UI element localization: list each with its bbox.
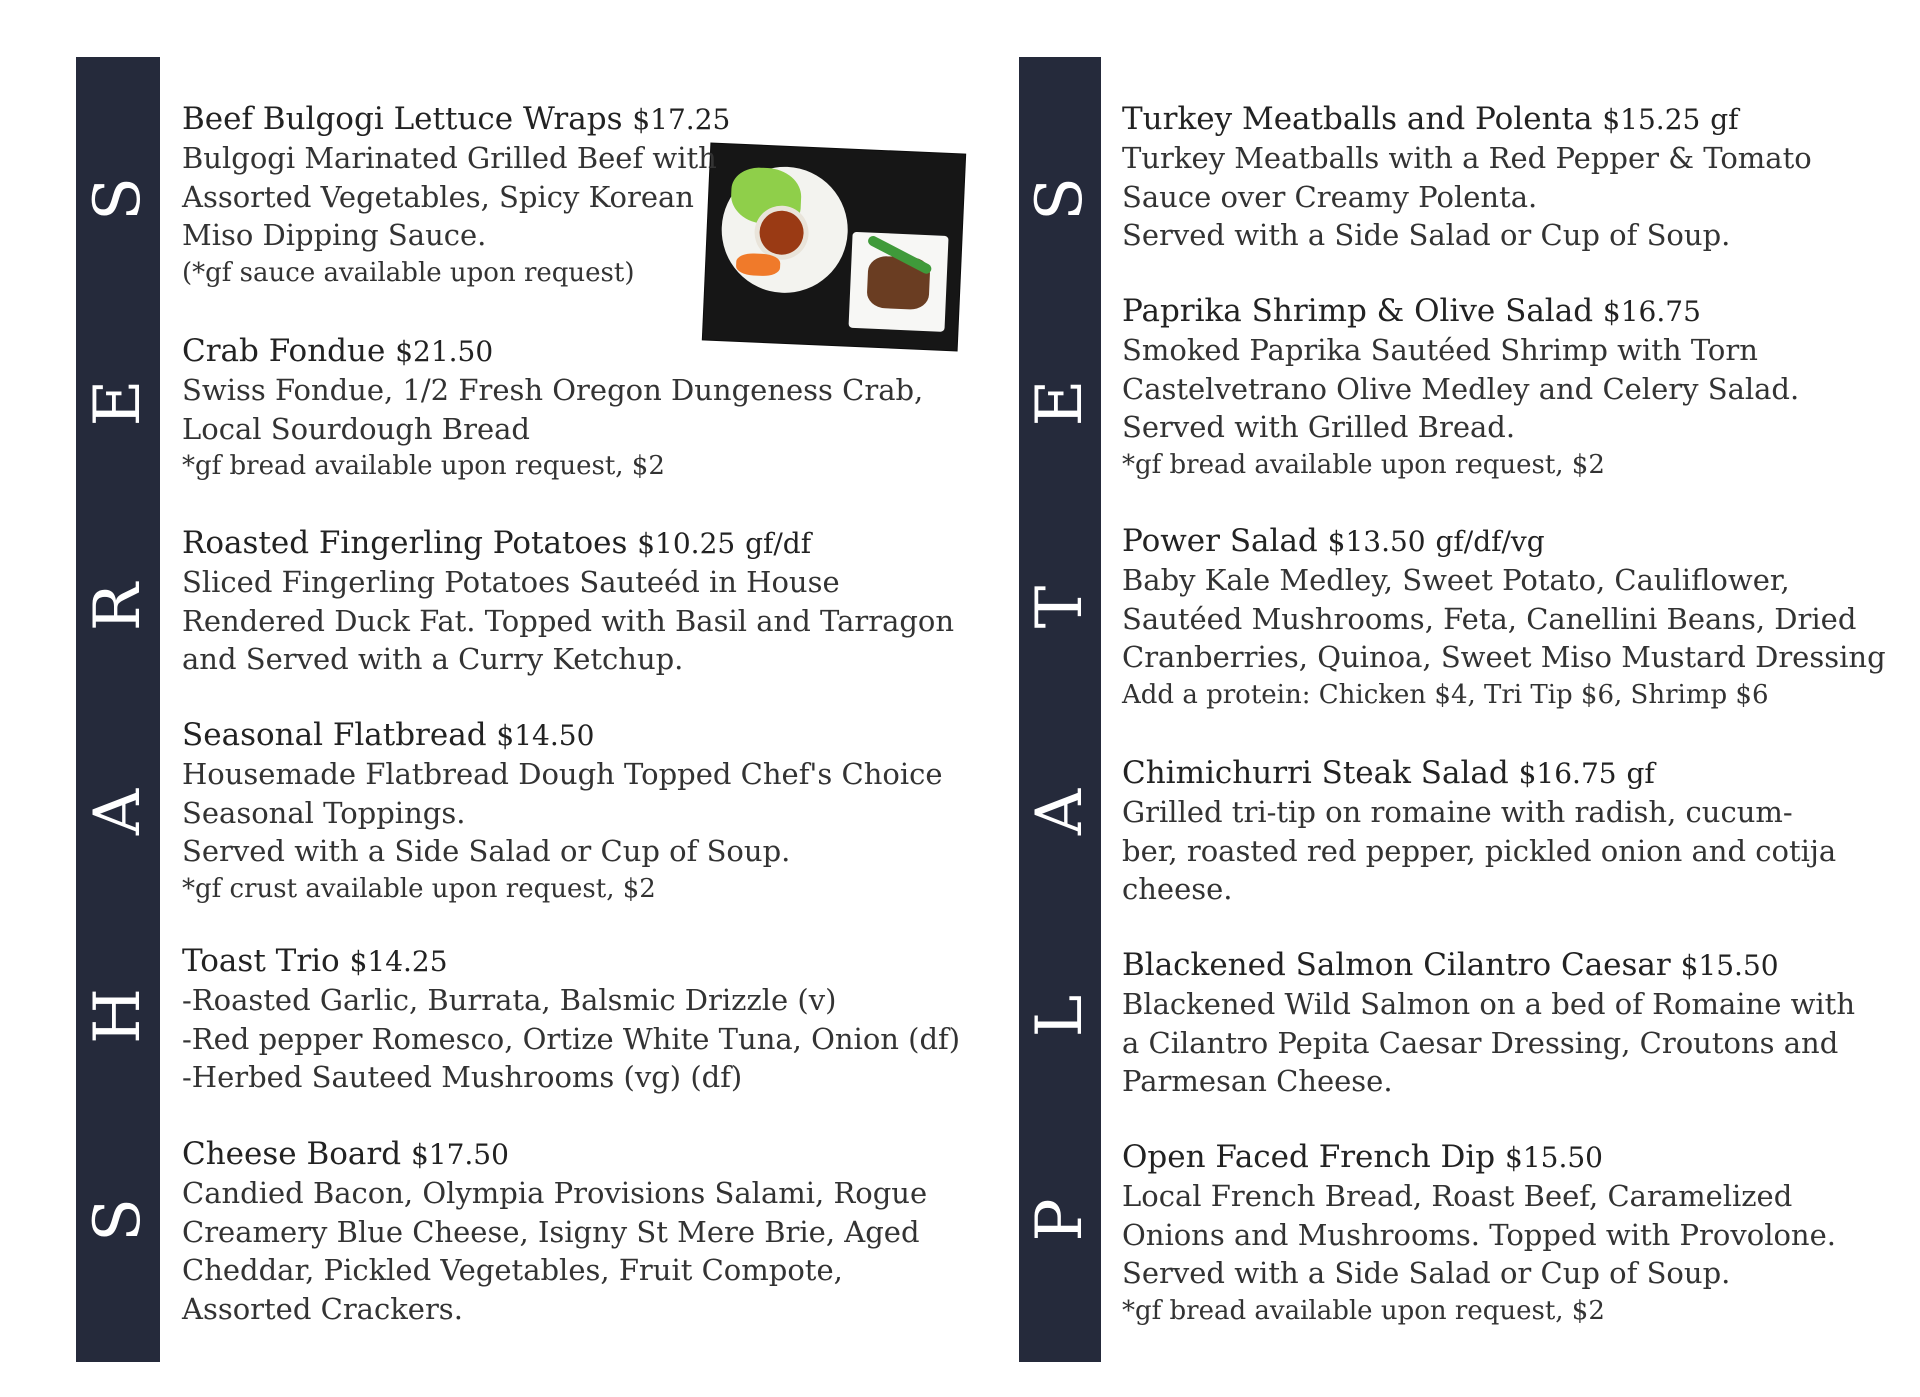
item-description-line: -Roasted Garlic, Burrata, Balsmic Drizzle (v) [182, 983, 837, 1017]
item-description-line: Castelvetrano Olive Medley and Celery Salad. [1122, 371, 1800, 406]
item-description-line: Onions and Mushrooms. Topped with Provolone. [1122, 1217, 1836, 1252]
item-description-line: and Served with a Curry Ketchup. [182, 642, 684, 676]
band-letter: P [1023, 1198, 1097, 1242]
item-price: $14.25 [349, 945, 448, 978]
item-price: $17.50 [410, 1138, 509, 1171]
item-name: Blackened Salmon Cilantro Caesar [1122, 947, 1671, 983]
item-description-line: Bulgogi Marinated Grilled Beef with [182, 141, 717, 175]
item-description-line: Baby Kale Medley, Sweet Potato, Cauliflower, [1122, 563, 1790, 597]
item-tags: gf/df/vg [1435, 525, 1545, 558]
item-description-line: Miso Dipping Sauce. [182, 218, 487, 252]
item-description-line: Assorted Crackers. [182, 1291, 463, 1326]
item-description-line: Served with a Side Salad or Cup of Soup. [1122, 1256, 1731, 1290]
item-name: Chimichurri Steak Salad [1122, 755, 1509, 791]
band-letter: H [81, 987, 155, 1044]
item-price: $21.50 [395, 335, 494, 368]
item-price: $15.50 [1505, 1141, 1603, 1174]
menu-item [182, 716, 982, 907]
menu-item [1122, 946, 1902, 1101]
menu-item [1122, 1138, 1902, 1329]
item-description-line: Assorted Vegetables, Spicy Korean [182, 179, 694, 214]
item-description-line: Creamery Blue Cheese, Isigny St Mere Brie, Aged [182, 1214, 920, 1249]
band-letter: S [1023, 177, 1097, 221]
band-letter: E [1023, 379, 1097, 427]
band-letter: R [81, 583, 155, 632]
item-description-line: cheese. [1122, 872, 1233, 906]
item-description-line: -Herbed Sauteed Mushrooms (vg) (df) [182, 1060, 743, 1094]
item-description-line: Sliced Fingerling Potatoes Sauteéd in House [182, 565, 840, 599]
item-description-line: Rendered Duck Fat. Topped with Basil and Tarragon [182, 603, 955, 638]
menu-item [182, 1135, 982, 1328]
menu-item [182, 942, 982, 1097]
item-description-line: a Cilantro Pepita Caesar Dressing, Croutons and [1122, 1025, 1839, 1060]
item-price: $10.25 [637, 527, 736, 560]
item-description-line: Swiss Fondue, 1/2 Fresh Oregon Dungeness Crab, [182, 373, 924, 407]
item-description-line: Candied Bacon, Olympia Provisions Salami, Rogue [182, 1176, 928, 1210]
item-header [182, 524, 982, 563]
item-description-line: Blackened Wild Salmon on a bed of Romaine with [1122, 987, 1856, 1021]
item-description-line: Smoked Paprika Sautéed Shrimp with Torn [1122, 333, 1758, 367]
item-description-line: Served with a Side Salad or Cup of Soup. [182, 834, 791, 868]
item-description-line: Seasonal Toppings. [182, 795, 466, 830]
item-description-line: -Red pepper Romesco, Ortize White Tuna, Onion (df) [182, 1021, 961, 1056]
item-description-line: Turkey Meatballs with a Red Pepper & Tomato [1122, 141, 1812, 175]
item-note: *gf crust available upon request, $2 [182, 873, 656, 904]
item-description-line: Local Sourdough Bread [182, 411, 530, 446]
plates-band [1019, 57, 1101, 1362]
item-price: $15.50 [1680, 949, 1779, 982]
shares-band [76, 57, 160, 1362]
item-price: $13.50 [1327, 525, 1426, 558]
item-tags: gf [1710, 103, 1739, 136]
item-price: $16.75 [1518, 757, 1617, 790]
item-name: Beef Bulgogi Lettuce Wraps [182, 101, 623, 137]
item-description-line: Local French Bread, Roast Beef, Caramelized [1122, 1179, 1793, 1213]
item-note: *gf bread available upon request, $2 [182, 451, 665, 481]
item-name: Open Faced French Dip [1122, 1139, 1496, 1175]
item-header [1122, 946, 1902, 985]
item-header [182, 1135, 982, 1174]
band-letter: S [81, 1197, 155, 1242]
item-description-line: Housemade Flatbread Dough Topped Chef's Choice [182, 757, 943, 791]
band-letter: L [1023, 994, 1097, 1037]
menu-item [182, 332, 982, 484]
item-name: Paprika Shrimp & Olive Salad [1122, 293, 1594, 329]
band-letter: S [81, 177, 155, 221]
item-note: Add a protein: Chicken $4, Tri Tip $6, Shrimp $6 [1122, 679, 1769, 710]
menu-item [1122, 754, 1902, 909]
item-description-line: ber, roasted red pepper, pickled onion and cotija [1122, 833, 1837, 868]
item-description-line: Cranberries, Quinoa, Sweet Miso Mustard Dressing [1122, 640, 1886, 674]
item-price: $16.75 [1602, 295, 1701, 328]
item-header [182, 100, 982, 139]
item-name: Crab Fondue [182, 333, 386, 369]
item-header [1122, 1138, 1902, 1177]
item-description-line: Served with Grilled Bread. [1122, 410, 1516, 444]
item-note: *gf bread available upon request, $2 [1122, 449, 1605, 480]
item-header [1122, 522, 1902, 561]
item-name: Turkey Meatballs and Polenta [1122, 101, 1593, 137]
item-description-line: Grilled tri-tip on romaine with radish, cucum- [1122, 795, 1793, 829]
item-price: $14.50 [496, 719, 595, 752]
band-letter: A [81, 788, 155, 835]
item-price: $15.25 [1602, 103, 1701, 136]
item-description-line: Sauce over Creamy Polenta. [1122, 179, 1538, 214]
menu-item [1122, 292, 1902, 483]
item-note: *gf bread available upon request, $2 [1122, 1295, 1605, 1326]
item-tags: gf [1626, 757, 1655, 790]
item-header [1122, 754, 1902, 793]
item-header [182, 716, 982, 755]
item-name: Toast Trio [182, 943, 340, 979]
menu-item [182, 100, 982, 291]
item-name: Seasonal Flatbread [182, 717, 487, 753]
band-letter: T [1023, 586, 1097, 629]
item-name: Cheese Board [182, 1136, 402, 1172]
band-letter: E [81, 379, 155, 427]
item-tags: gf/df [745, 527, 812, 560]
menu-item [1122, 100, 1902, 255]
item-name: Roasted Fingerling Potatoes [182, 525, 628, 561]
menu-item [1122, 522, 1902, 713]
item-header [1122, 100, 1902, 139]
item-name: Power Salad [1122, 523, 1318, 559]
item-description-line: Sautéed Mushrooms, Feta, Canellini Beans, Dried [1122, 601, 1857, 636]
item-header [1122, 292, 1902, 331]
menu-item [182, 524, 982, 679]
band-letter: A [1023, 788, 1097, 835]
item-description-line: Cheddar, Pickled Vegetables, Fruit Compote, [182, 1253, 843, 1287]
item-header [182, 942, 982, 981]
item-note: (*gf sauce available upon request) [182, 257, 635, 288]
item-description-line: Served with a Side Salad or Cup of Soup. [1122, 218, 1731, 252]
item-price: $17.25 [632, 103, 731, 136]
item-description-line: Parmesan Cheese. [1122, 1064, 1393, 1098]
item-header [182, 332, 982, 371]
